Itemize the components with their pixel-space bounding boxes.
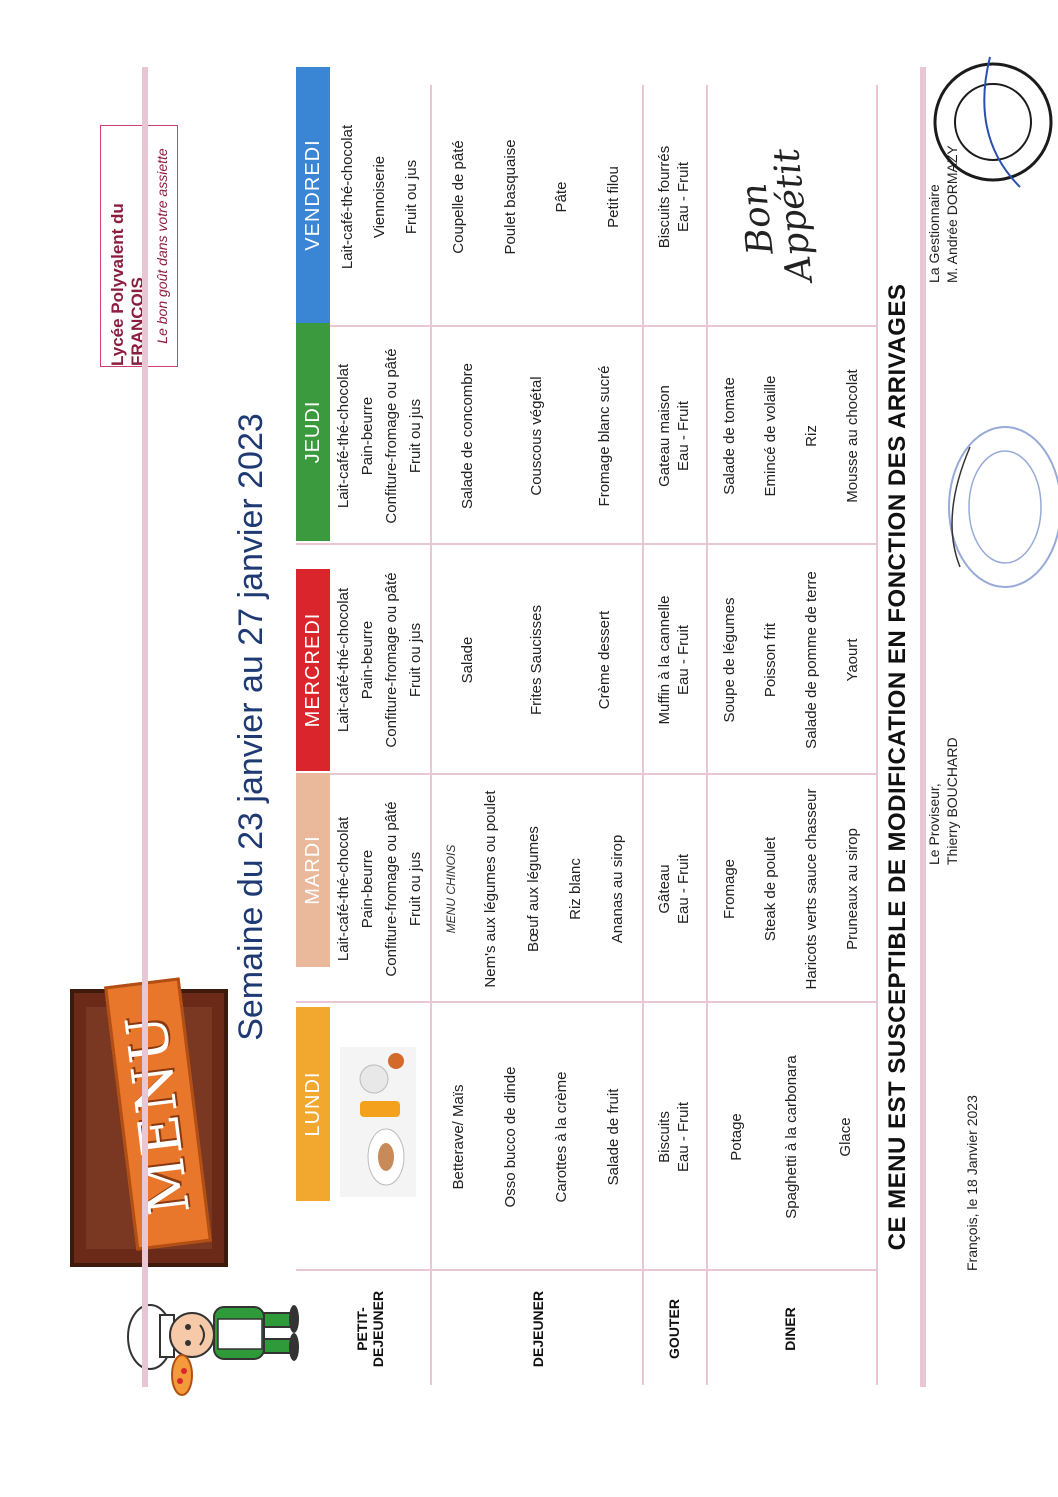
day-header-jeudi: JEUDI bbox=[296, 323, 330, 541]
menu-item: Eau - Fruit bbox=[675, 853, 692, 925]
menu-note: MENU CHINOIS bbox=[443, 844, 458, 934]
menu-item: Poulet basquaise bbox=[501, 139, 519, 255]
menu-item: Emincé de volaille bbox=[762, 375, 780, 497]
day-header-mardi: MARDI bbox=[296, 773, 330, 967]
menu-item: Lait-café-thé-chocolat bbox=[334, 816, 352, 962]
cell-dejeuner-lundi bbox=[434, 1005, 640, 1269]
menu-item: Nem's aux légumes ou poulet bbox=[482, 790, 500, 988]
menu-item: Muffin à la cannelle bbox=[656, 595, 674, 725]
cell-diner-mercredi bbox=[710, 547, 874, 773]
menu-item: Haricots verts sauce chasseur bbox=[803, 788, 821, 990]
cell-diner-mardi bbox=[710, 777, 874, 1001]
column-divider bbox=[296, 773, 876, 775]
gestion-title: La Gestionnaire bbox=[926, 184, 942, 283]
day-header-vendredi: VENDREDI bbox=[296, 67, 330, 323]
cell-gouter-mercredi bbox=[646, 547, 704, 773]
menu-item: Salade de concombre bbox=[458, 363, 476, 509]
cell-gouter-lundi bbox=[646, 1005, 704, 1269]
gestion-stamp-icon bbox=[930, 37, 1056, 207]
menu-item: Petit filou bbox=[604, 166, 622, 228]
menu-item: Eau - Fruit bbox=[675, 1101, 692, 1173]
menu-item: Salade de tomate bbox=[721, 377, 739, 495]
menu-item: Fruit ou jus bbox=[406, 622, 424, 698]
cell-dejeuner-mardi bbox=[432, 777, 640, 1001]
place-date: François, le 18 Janvier 2023 bbox=[964, 1095, 980, 1271]
column-divider bbox=[296, 1269, 876, 1271]
menu-item: Fruit ou jus bbox=[402, 159, 420, 235]
modification-notice: CE MENU EST SUSCEPTIBLE DE MODIFICATION EN FONCTION DES ARRIVAGES bbox=[884, 283, 911, 1251]
menu-item: Salade de pomme de terre bbox=[803, 571, 821, 749]
school-name: Lycée Polyvalent du FRANCOIS bbox=[108, 203, 147, 366]
menu-item: Frites Saucisses bbox=[527, 604, 545, 716]
menu-item: Eau - Fruit bbox=[675, 161, 692, 233]
cell-dejeuner-mercredi bbox=[434, 547, 640, 773]
column-divider bbox=[296, 325, 876, 327]
menu-item: Couscous végétal bbox=[527, 376, 545, 496]
row-label-petit-dejeuner: PETIT-DEJEUNER bbox=[354, 1290, 386, 1368]
menu-item: Betterave/ Maïs bbox=[450, 1084, 468, 1190]
menu-item: Poisson frit bbox=[762, 622, 780, 698]
cell-dejeuner-vendredi bbox=[434, 69, 640, 325]
breakfast-photo bbox=[340, 1047, 416, 1197]
cell-dejeuner-jeudi bbox=[434, 329, 640, 543]
menu-item: Steak de poulet bbox=[762, 836, 780, 942]
proviseur-title: Le Proviseur, bbox=[926, 783, 942, 865]
menu-item: Fromage bbox=[721, 858, 739, 920]
cell-petit-dejeuner-mardi bbox=[332, 777, 428, 1001]
menu-item: Crème dessert bbox=[596, 610, 614, 710]
bon-appetit-text: Bon Appétit bbox=[733, 146, 821, 284]
row-divider bbox=[430, 85, 432, 1385]
menu-item: Eau - Fruit bbox=[675, 624, 692, 696]
menu-item: Salade bbox=[458, 636, 476, 684]
cell-petit-dejeuner-vendredi bbox=[332, 69, 428, 325]
gestion-name: M. Andrée DORMAZY bbox=[943, 145, 960, 283]
menu-item: Ananas au sirop bbox=[609, 834, 627, 944]
menu-item: Fruit ou jus bbox=[406, 398, 424, 474]
row-divider bbox=[642, 85, 644, 1385]
menu-item: Riz bbox=[803, 425, 821, 447]
row-label-gouter: GOUTER bbox=[666, 1299, 682, 1359]
menu-item: Pain-beurre bbox=[358, 849, 376, 929]
column-divider bbox=[296, 1001, 876, 1003]
cell-gouter-jeudi bbox=[646, 329, 704, 543]
menu-item: Confiture-fromage ou pâté bbox=[382, 572, 400, 748]
proviseur-name: Thierry BOUCHARD bbox=[943, 737, 960, 865]
day-header-mercredi: MERCREDI bbox=[296, 569, 330, 771]
bon-appetit-art bbox=[733, 117, 850, 317]
menu-item: Viennoiserie bbox=[370, 155, 388, 239]
menu-item: Gateau maison bbox=[656, 385, 674, 487]
menu-item: Lait-café-thé-chocolat bbox=[334, 363, 352, 509]
proviseur-stamp-icon bbox=[940, 417, 1058, 597]
cell-petit-dejeuner-jeudi bbox=[332, 329, 428, 543]
cell-diner-jeudi bbox=[710, 329, 874, 543]
menu-item: Biscuits bbox=[656, 1111, 674, 1163]
day-header-lundi: LUNDI bbox=[296, 1007, 330, 1201]
menu-item: Riz blanc bbox=[567, 858, 585, 920]
week-title: Semaine du 23 janvier au 27 janvier 2023 bbox=[232, 413, 270, 1041]
menu-item: Coupelle de pâté bbox=[450, 140, 468, 254]
cell-gouter-mardi bbox=[646, 777, 704, 1001]
menu-item: Lait-café-thé-chocolat bbox=[334, 587, 352, 733]
menu-item: Confiture-fromage ou pâté bbox=[382, 348, 400, 524]
cell-petit-dejeuner-mercredi bbox=[332, 547, 428, 773]
column-divider bbox=[296, 543, 876, 545]
menu-item: Biscuits fourrés bbox=[656, 145, 674, 249]
row-divider bbox=[706, 85, 708, 1385]
menu-item: Pâte bbox=[553, 181, 571, 213]
menu-item: Salade de fruit bbox=[604, 1088, 622, 1186]
school-slogan: Le bon goût dans votre assiette bbox=[154, 148, 170, 344]
row-label-diner: DINER bbox=[782, 1307, 798, 1351]
menu-item: Mousse au chocolat bbox=[844, 369, 862, 503]
menu-item: Carottes à la crème bbox=[553, 1071, 571, 1203]
row-divider bbox=[876, 85, 878, 1385]
menu-item: Spaghetti à la carbonara bbox=[782, 1055, 800, 1219]
proviseur-block bbox=[926, 737, 961, 865]
cell-diner-lundi bbox=[710, 1005, 874, 1269]
menu-item: Gâteau bbox=[656, 864, 674, 914]
menu-item: Glace bbox=[837, 1117, 855, 1157]
menu-word: MENU bbox=[113, 1009, 203, 1219]
row-label-dejeuner: DEJEUNER bbox=[530, 1290, 546, 1368]
menu-item: Pain-beurre bbox=[358, 620, 376, 700]
menu-item: Osso bucco de dinde bbox=[501, 1066, 519, 1208]
menu-item: Potage bbox=[727, 1113, 745, 1161]
menu-item: Eau - Fruit bbox=[675, 400, 692, 472]
menu-item: Pruneaux au sirop bbox=[844, 828, 862, 950]
menu-item: Yaourt bbox=[844, 638, 862, 682]
menu-item: Confiture-fromage ou pâté bbox=[382, 801, 400, 977]
menu-item: Bœuf aux légumes bbox=[524, 826, 542, 952]
menu-item: Lait-café-thé-chocolat bbox=[338, 124, 356, 270]
menu-item: Fruit ou jus bbox=[406, 851, 424, 927]
menu-item: Pain-beurre bbox=[358, 396, 376, 476]
menu-item: Fromage blanc sucré bbox=[596, 365, 614, 507]
menu-item: Soupe de légumes bbox=[721, 597, 739, 723]
cell-gouter-vendredi bbox=[646, 69, 704, 325]
